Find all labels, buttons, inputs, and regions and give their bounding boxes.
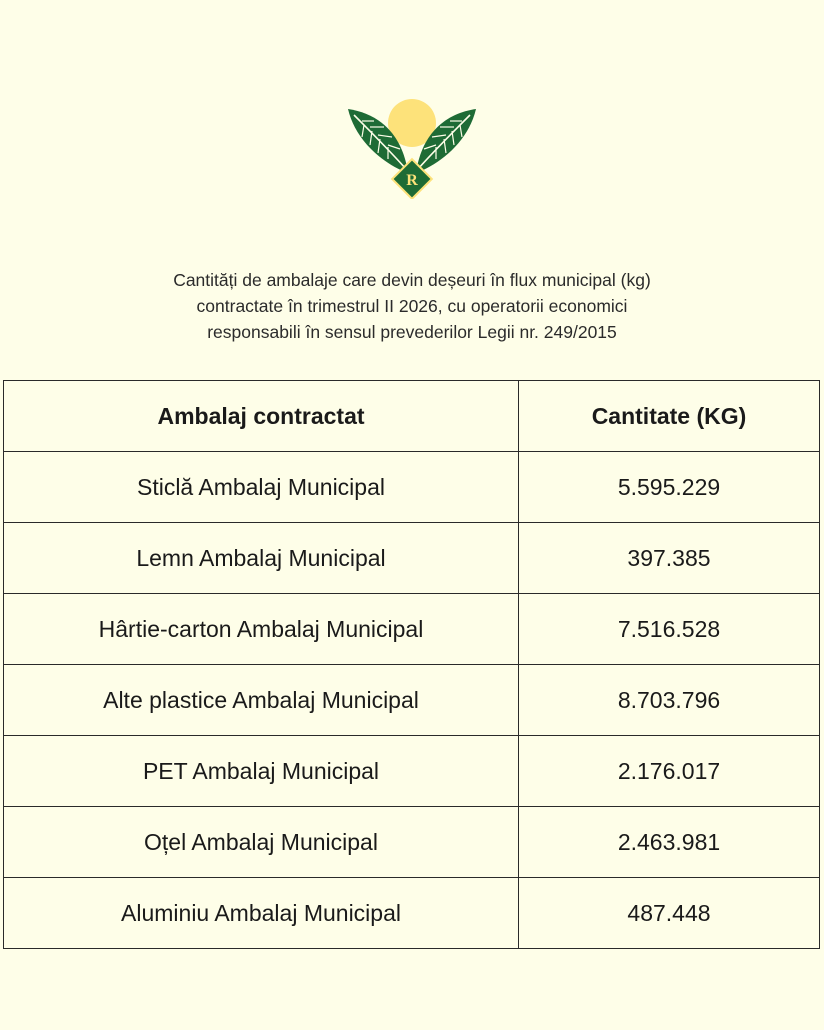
leaf-sun-logo-icon xyxy=(346,95,478,199)
table-row xyxy=(4,594,820,665)
table-row xyxy=(4,452,820,523)
cell-packaging-type: Sticlă Ambalaj Municipal xyxy=(4,452,519,523)
table-row xyxy=(4,807,820,878)
packaging-quantity-table xyxy=(3,380,820,949)
table-row xyxy=(4,878,820,949)
table-row xyxy=(4,665,820,736)
cell-quantity: 5.595.229 xyxy=(519,452,820,523)
table-row xyxy=(4,523,820,594)
cell-packaging-type: Oțel Ambalaj Municipal xyxy=(4,807,519,878)
table-caption xyxy=(60,267,764,345)
cell-packaging-type: Lemn Ambalaj Municipal xyxy=(4,523,519,594)
cell-quantity: 8.703.796 xyxy=(519,665,820,736)
logo-letter: R xyxy=(406,172,418,189)
cell-packaging-type: Aluminiu Ambalaj Municipal xyxy=(4,878,519,949)
cell-quantity: 2.463.981 xyxy=(519,807,820,878)
cell-quantity: 2.176.017 xyxy=(519,736,820,807)
table-row xyxy=(4,736,820,807)
cell-packaging-type: Hârtie-carton Ambalaj Municipal xyxy=(4,594,519,665)
caption-line: Cantități de ambalaje care devin deșeuri în flux municipal (kg) xyxy=(173,270,651,290)
cell-quantity: 397.385 xyxy=(519,523,820,594)
header-quantity: Cantitate (KG) xyxy=(519,381,820,452)
cell-quantity: 487.448 xyxy=(519,878,820,949)
caption-line: responsabili în sensul prevederilor Legii nr. 249/2015 xyxy=(207,322,617,342)
table-header-row xyxy=(4,381,820,452)
cell-packaging-type: Alte plastice Ambalaj Municipal xyxy=(4,665,519,736)
brand-logo xyxy=(346,95,478,199)
header-packaging-type: Ambalaj contractat xyxy=(4,381,519,452)
cell-packaging-type: PET Ambalaj Municipal xyxy=(4,736,519,807)
caption-line: contractate în trimestrul II 2026, cu operatorii economici xyxy=(196,296,628,316)
cell-quantity: 7.516.528 xyxy=(519,594,820,665)
